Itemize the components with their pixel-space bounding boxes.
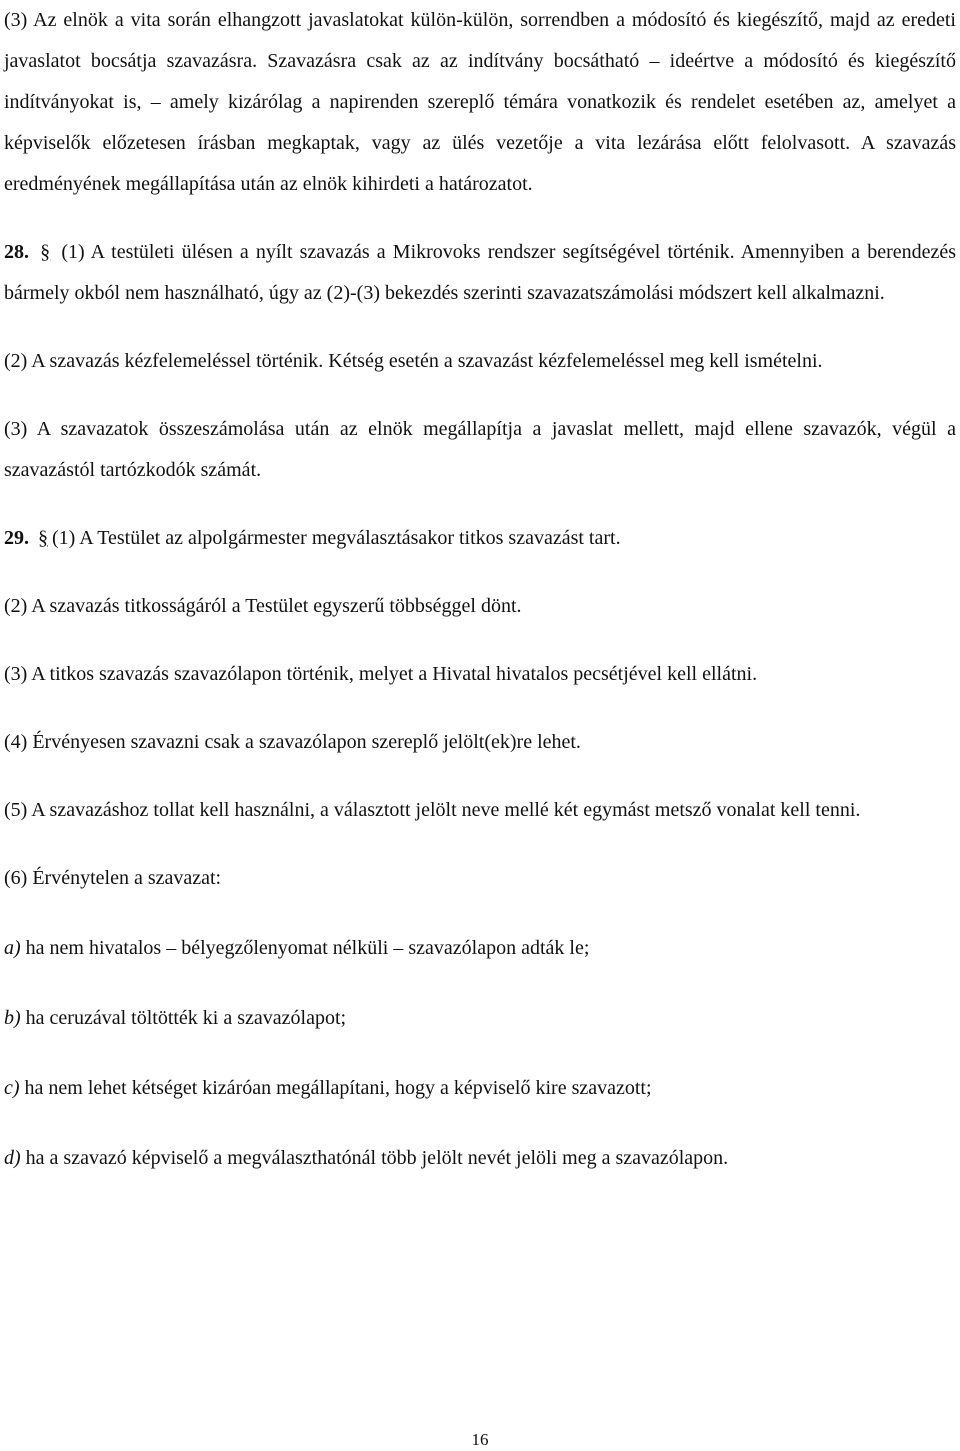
section-28-paragraph-1 [4, 232, 956, 314]
section-29-sign: § [38, 527, 48, 549]
list-item-text: ha ceruzával töltötték ki a szavazólapot; [25, 1007, 347, 1029]
list-item [4, 928, 956, 969]
section-29-number: 29. [4, 527, 29, 549]
list-item [4, 998, 956, 1039]
section-28-number: 28. [4, 241, 29, 263]
section-28-paragraph-3: (3) A szavazatok összeszámolása után az elnök megállapítja a javaslat mellett, majd ellene szavazók, végül a szavazástól tartózkodók számát. [4, 418, 956, 481]
section-29-paragraph-6: (6) Érvénytelen a szavazat: [4, 867, 222, 889]
list-item [4, 1068, 956, 1109]
list-item-text: ha nem hivatalos – bélyegzőlenyomat nélküli – szavazólapon adták le; [25, 937, 590, 959]
list-item-letter: c) [4, 1077, 20, 1099]
section-29-paragraph-5: (5) A szavazáshoz tollat kell használni, a választott jelölt neve mellé két egymást metsző vonalat kell tenni. [4, 799, 861, 821]
list-item-letter: a) [4, 937, 21, 959]
section-29-p1-text: (1) A Testület az alpolgármester megválasztásakor titkos szavazást tart. [52, 527, 621, 549]
paragraph-27-3: (3) Az elnök a vita során elhangzott javaslatokat külön-külön, sorrendben a módosító és kiegészítő, majd az eredeti javaslatot bocsátja szavazásra. Szavazásra csak az az indítvány bocsátható – ideértve a módosító és kiegészítő indítványokat is, – amely kizárólag a napirenden szereplő témára vonatkozik és rendelet esetében az, amelyet a képviselők előzetesen írásban megkaptak, vagy az ülés vezetője a vita lezárása előtt felolvasott. A szavazás eredményének megállapítása után az elnök kihirdeti a határozatot. [4, 9, 956, 195]
section-28-p1-text: (1) A testületi ülésen a nyílt szavazás a Mikrovoks rendszer segítségével történik. Amennyiben a berendezés bármely okból nem használható, úgy az (2)-(3) bekezdés szerinti szavazatszámolási módszert kell alkalmazni. [4, 241, 957, 304]
section-29-paragraph-3: (3) A titkos szavazás szavazólapon történik, melyet a Hivatal hivatalos pecsétjével kell ellátni. [4, 663, 758, 685]
list-item [4, 1138, 956, 1179]
list-item-letter: d) [4, 1147, 21, 1169]
section-29-paragraph-2: (2) A szavazás titkosságáról a Testület egyszerű többséggel dönt. [4, 595, 522, 617]
section-28-sign: § [40, 241, 51, 263]
page-number: 16 [471, 1430, 489, 1449]
list-item-text: ha a szavazó képviselő a megválaszthatónál több jelölt nevét jelöli meg a szavazólapon. [25, 1147, 729, 1169]
list-item-letter: b) [4, 1007, 21, 1029]
section-28-paragraph-2: (2) A szavazás kézfelemeléssel történik. Kétség esetén a szavazást kézfelemeléssel meg kell ismételni. [4, 350, 823, 372]
document-page [4, 0, 956, 1179]
list-item-text: ha nem lehet kétséget kizáróan megállapítani, hogy a képviselő kire szavazott; [24, 1077, 652, 1099]
section-29-paragraph-4: (4) Érvényesen szavazni csak a szavazólapon szereplő jelölt(ek)re lehet. [4, 731, 581, 753]
section-29-paragraph-1 [4, 518, 956, 559]
